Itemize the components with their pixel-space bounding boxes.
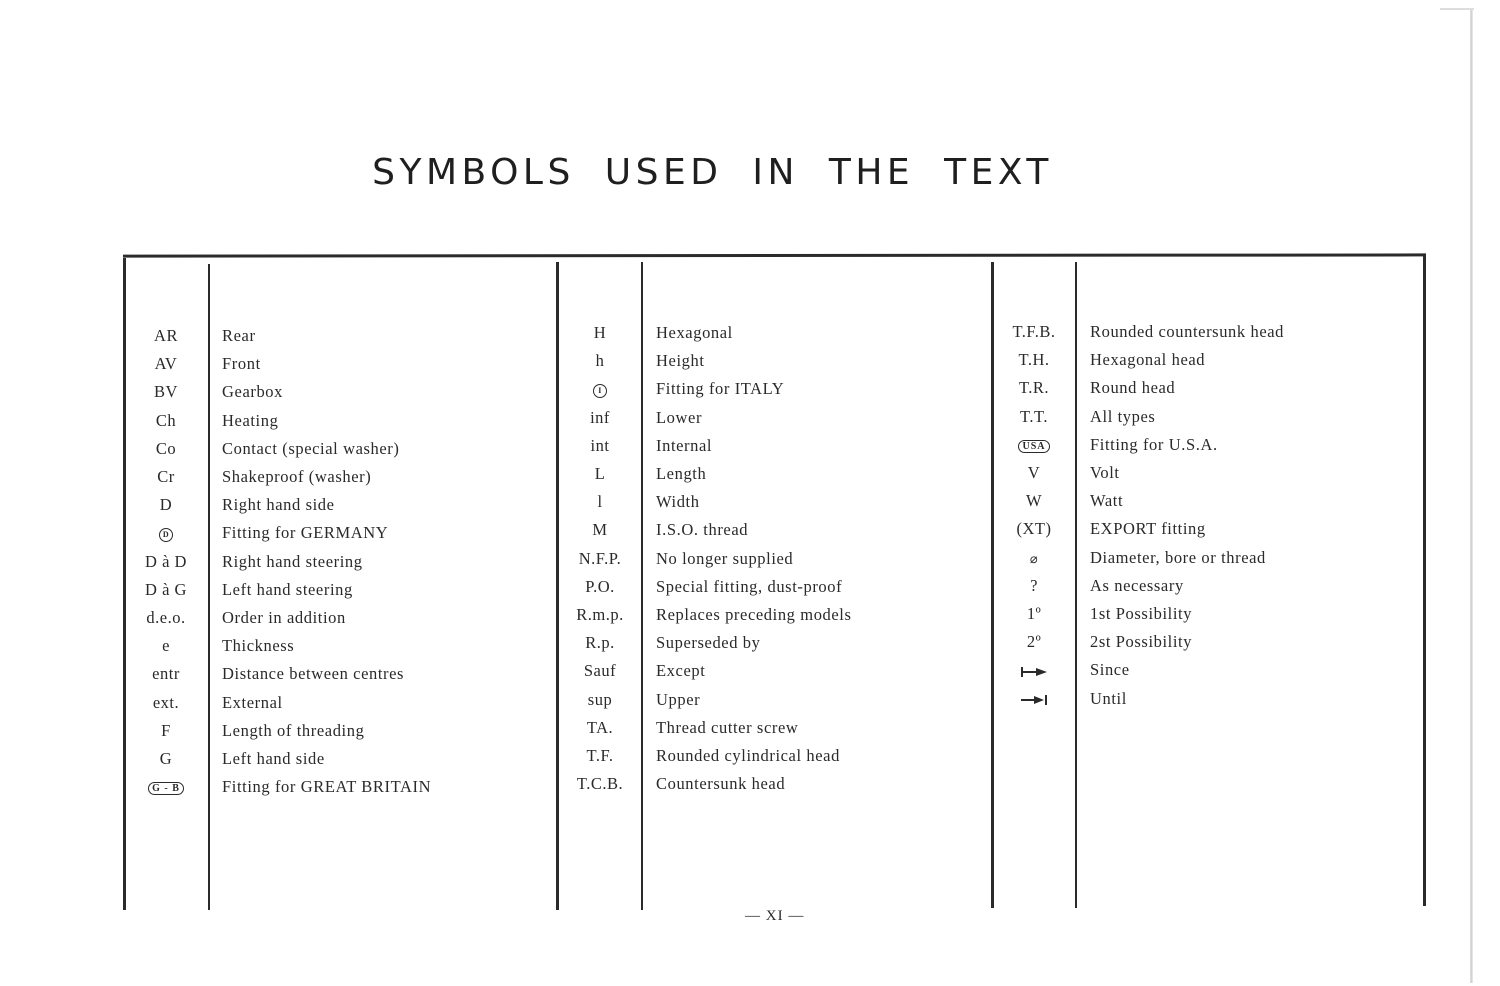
symbol-abbreviation: R.m.p. xyxy=(576,605,624,624)
symbol-meaning: Fitting for ITALY xyxy=(656,379,785,399)
symbol-abbreviation: T.T. xyxy=(1020,406,1048,426)
italy-circle-icon: I xyxy=(593,384,607,398)
symbol-abbreviation: D xyxy=(159,495,173,515)
table-right-border xyxy=(1423,256,1426,906)
symbol-abbreviation: 2º xyxy=(1026,632,1042,652)
symbol-abbreviation: F xyxy=(161,720,171,740)
symbol-meaning: Front xyxy=(222,354,261,374)
symbol-abbreviation: T.C.B. xyxy=(576,774,624,794)
symbol-abbreviation: T.H. xyxy=(1018,350,1050,370)
usa-badge-icon: USA xyxy=(1018,440,1049,453)
symbol-meaning: Internal xyxy=(656,435,713,455)
symbol-abbreviation: (XT) xyxy=(1016,519,1052,539)
symbol-abbreviation: TA. xyxy=(586,717,614,737)
symbol-abbreviation xyxy=(989,656,1079,684)
symbol-abbreviation: d.e.o. xyxy=(146,608,186,627)
page-number: — XI — xyxy=(745,908,805,924)
symbol-meaning: Thread cutter screw xyxy=(656,717,799,737)
symbol-abbreviation: H xyxy=(593,323,607,342)
symbol-abbreviation xyxy=(989,431,1079,459)
symbol-abbreviation: Cr xyxy=(157,467,175,486)
symbol-meaning: Replaces preceding models xyxy=(656,605,852,624)
symbol-meaning: Left hand side xyxy=(222,749,325,768)
symbol-abbreviation: R.p. xyxy=(585,633,615,653)
symbol-meaning: 2st Possibility xyxy=(1090,632,1193,652)
table-top-border xyxy=(123,253,1426,257)
symbol-abbreviation xyxy=(121,519,211,547)
symbol-meaning: Gearbox xyxy=(222,382,284,402)
symbol-abbreviation: G xyxy=(159,749,173,768)
symbol-meaning: Order in addition xyxy=(222,608,346,627)
symbol-meaning: Superseded by xyxy=(656,633,761,653)
symbol-meaning: Length xyxy=(656,464,707,483)
symbol-abbreviation: T.F. xyxy=(586,746,614,765)
symbol-abbreviation: N.F.P. xyxy=(578,548,622,568)
page-title: SYMBOLS USED IN THE TEXT xyxy=(372,152,1053,193)
symbol-meaning: Rounded countersunk head xyxy=(1090,322,1285,341)
symbol-meaning: Fitting for GERMANY xyxy=(222,523,389,543)
symbol-meaning: Right hand side xyxy=(222,495,335,515)
symbol-abbreviation: M xyxy=(592,520,608,540)
symbol-abbreviation xyxy=(989,544,1079,573)
symbol-abbreviation: P.O. xyxy=(585,576,615,596)
symbol-meaning: Fitting for U.S.A. xyxy=(1090,434,1218,454)
symbol-meaning: Rear xyxy=(222,326,256,345)
symbol-meaning: Countersunk head xyxy=(656,774,786,794)
symbol-meaning: Width xyxy=(656,492,700,512)
symbol-abbreviation: D à G xyxy=(145,579,187,599)
symbol-abbreviation: W xyxy=(1025,491,1043,511)
symbol-abbreviation: l xyxy=(597,492,603,512)
symbol-meaning: Shakeproof (washer) xyxy=(222,467,372,486)
symbol-abbreviation: h xyxy=(595,351,605,371)
symbol-meaning: Special fitting, dust-proof xyxy=(656,576,843,596)
page-edge-top xyxy=(1440,8,1474,10)
symbol-abbreviation: entr xyxy=(152,664,180,684)
symbol-meaning: 1st Possibility xyxy=(1090,604,1193,623)
symbol-meaning: EXPORT fitting xyxy=(1090,519,1206,539)
symbol-meaning: Right hand steering xyxy=(222,551,363,571)
symbol-meaning: Length of threading xyxy=(222,720,365,740)
symbol-meaning: Since xyxy=(1090,660,1130,680)
symbol-meaning: Height xyxy=(656,351,705,371)
symbol-meaning: Diameter, bore or thread xyxy=(1090,547,1266,567)
symbol-abbreviation: AR xyxy=(154,326,178,345)
symbol-abbreviation: ext. xyxy=(152,692,180,712)
symbol-meaning: Thickness xyxy=(222,636,295,656)
symbol-meaning: Lower xyxy=(656,407,703,427)
symbol-abbreviation xyxy=(989,685,1079,713)
symbol-abbreviation: inf xyxy=(590,407,610,427)
symbol-abbreviation: L xyxy=(594,464,606,483)
symbol-meaning: Round head xyxy=(1090,378,1176,398)
symbol-abbreviation: Ch xyxy=(155,410,177,430)
symbol-meaning: Except xyxy=(656,661,706,681)
symbol-meaning: Rounded cylindrical head xyxy=(656,746,840,765)
great-britain-badge-icon: G - B xyxy=(148,782,184,795)
since-arrow-icon xyxy=(1020,660,1048,679)
symbol-meaning: Distance between centres xyxy=(222,664,405,684)
until-arrow-icon xyxy=(1020,689,1048,708)
symbol-meaning: No longer supplied xyxy=(656,548,794,568)
symbol-meaning: Contact (special washer) xyxy=(222,438,400,458)
symbol-abbreviation: Sauf xyxy=(583,661,617,681)
diameter-icon: ⌀ xyxy=(1029,550,1039,566)
symbol-abbreviation: int xyxy=(590,435,610,455)
symbol-meaning: As necessary xyxy=(1090,575,1184,595)
symbol-abbreviation: Co xyxy=(155,438,177,458)
symbol-meaning: All types xyxy=(1090,406,1156,426)
symbol-meaning: Until xyxy=(1090,688,1127,708)
symbol-meaning: External xyxy=(222,692,283,712)
symbol-abbreviation: BV xyxy=(154,382,178,402)
symbol-meaning: Hexagonal head xyxy=(1090,350,1206,370)
symbol-abbreviation: T.F.B. xyxy=(1012,322,1056,341)
symbol-abbreviation: D à D xyxy=(145,551,187,571)
page-edge xyxy=(1470,8,1473,983)
symbol-meaning: Fitting for GREAT BRITAIN xyxy=(222,777,432,797)
symbol-abbreviation: sup xyxy=(587,689,613,709)
symbol-meaning: Left hand steering xyxy=(222,579,353,599)
symbol-abbreviation: T.R. xyxy=(1018,378,1050,398)
symbol-abbreviation: e xyxy=(162,636,170,656)
symbol-meaning: Volt xyxy=(1090,463,1120,482)
symbol-meaning: Watt xyxy=(1090,491,1124,511)
symbol-abbreviation: 1º xyxy=(1026,604,1042,623)
symbol-abbreviation: AV xyxy=(154,354,178,374)
symbol-abbreviation: ? xyxy=(1030,575,1038,595)
symbol-meaning: Heating xyxy=(222,410,279,430)
symbol-abbreviation xyxy=(555,375,645,403)
symbol-meaning: Upper xyxy=(656,689,701,709)
symbol-abbreviation xyxy=(121,773,211,801)
symbol-meaning: I.S.O. thread xyxy=(656,520,749,540)
symbol-meaning: Hexagonal xyxy=(656,323,733,342)
germany-circle-icon: D xyxy=(159,528,173,542)
symbol-abbreviation: V xyxy=(1027,463,1041,482)
